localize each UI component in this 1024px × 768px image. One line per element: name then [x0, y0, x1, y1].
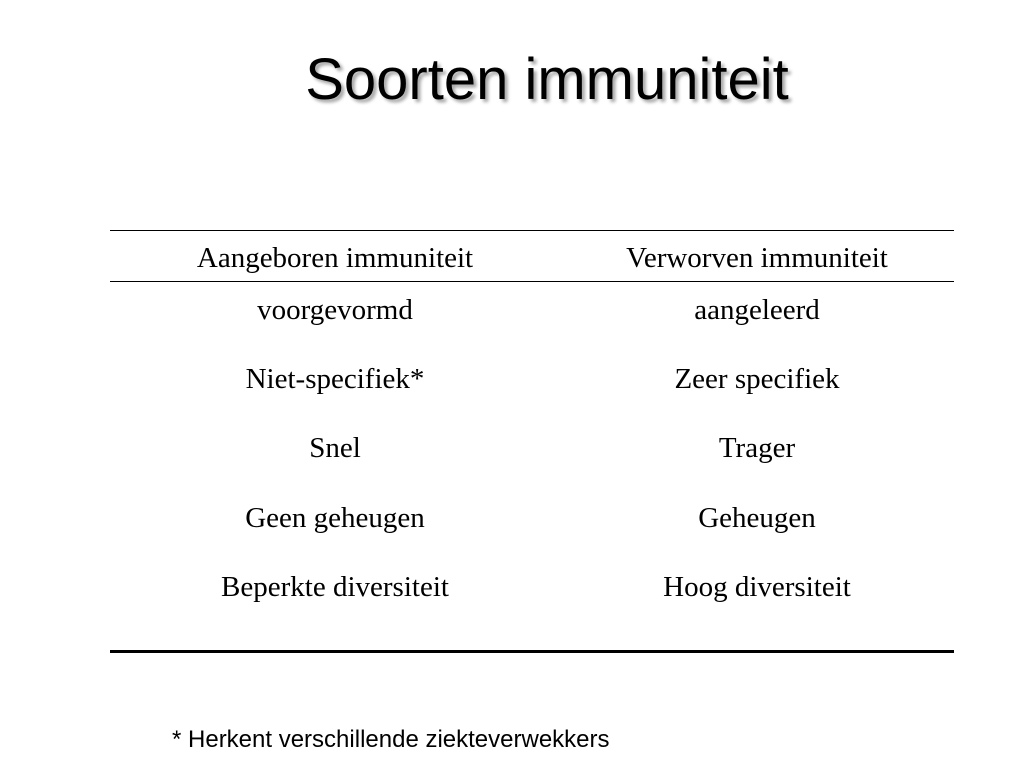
slide-title: Soorten immuniteit — [305, 47, 789, 112]
table-cell: Zeer specifiek — [674, 363, 840, 395]
table-cell: Hoog diversiteit — [663, 571, 851, 603]
table-cell: aangeleerd — [694, 294, 820, 326]
table-cell: Beperkte diversiteit — [221, 571, 449, 603]
table-cell: Niet-specifiek* — [245, 363, 425, 395]
footnote: * Herkent verschillende ziekteverwekkers — [172, 726, 610, 753]
table-bottom-rule — [110, 650, 954, 653]
column-header-innate: Aangeboren immuniteit — [196, 242, 474, 274]
table-cell: Geheugen — [698, 502, 816, 534]
table-header-rule — [110, 281, 954, 282]
table-top-rule — [110, 230, 954, 231]
table-cell: Snel — [309, 432, 361, 464]
table-cell: voorgevormd — [257, 294, 413, 326]
column-header-acquired: Verworven immuniteit — [626, 242, 888, 274]
table-cell: Geen geheugen — [245, 502, 425, 534]
table-cell: Trager — [718, 432, 796, 464]
